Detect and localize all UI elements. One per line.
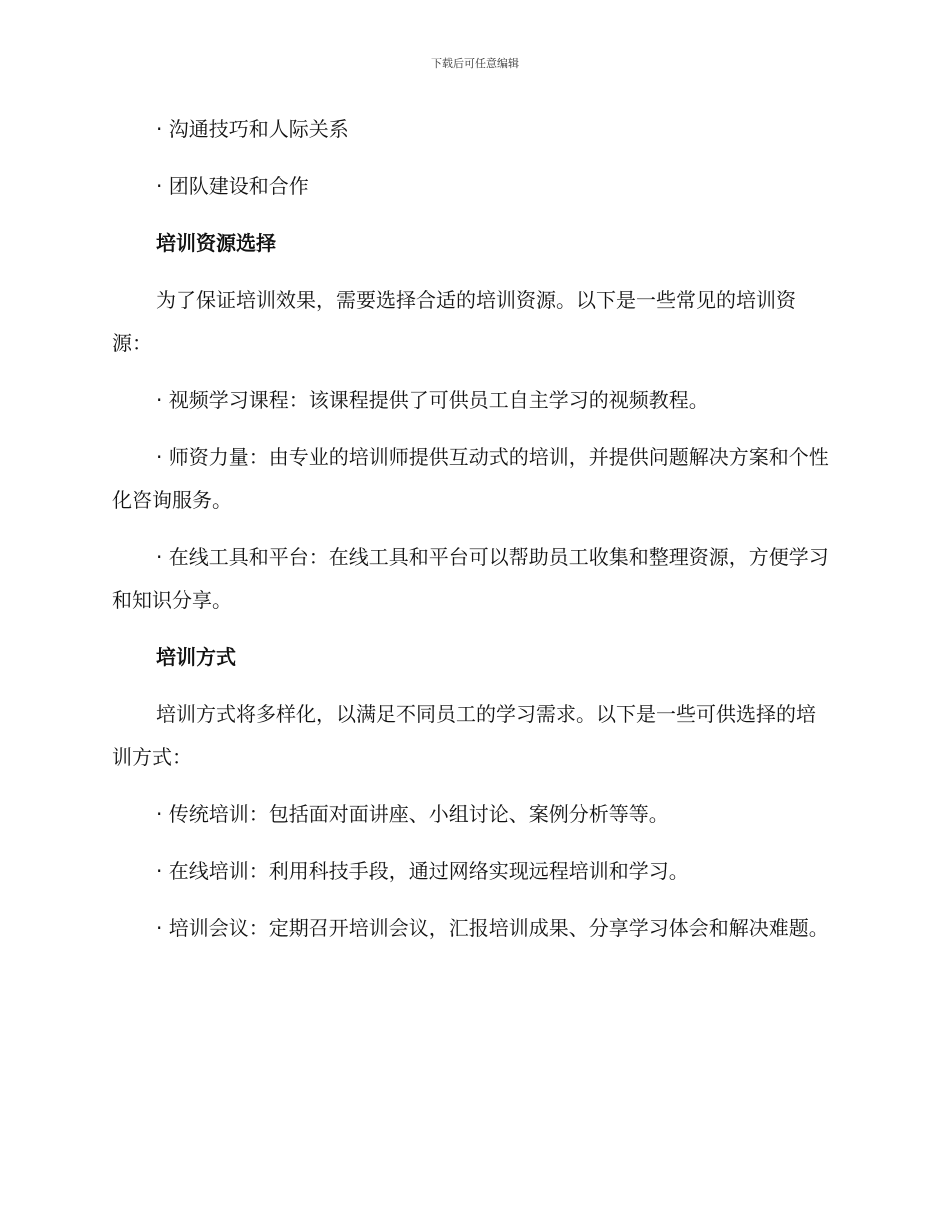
bullet-item: · 视频学习课程：该课程提供了可供员工自主学习的视频教程。 (156, 388, 709, 412)
bullet-item: · 沟通技巧和人际关系 (156, 117, 349, 141)
bullet-item: · 师资力量：由专业的培训师提供互动式的培训，并提供问题解决方案和个性化咨询服务。 (112, 445, 829, 512)
section-heading: 培训方式 (156, 645, 236, 669)
paragraph: 培训方式将多样化，以满足不同员工的学习需求。以下是一些可供选择的培训方式： (112, 702, 816, 769)
paragraph: 为了保证培训效果，需要选择合适的培训资源。以下是一些常见的培训资源： (112, 288, 796, 355)
page-header: 下载后可任意编辑 (431, 57, 519, 70)
bullet-item: · 传统培训：包括面对面讲座、小组讨论、案例分析等等。 (156, 802, 669, 826)
document-body (112, 108, 832, 964)
bullet-item: · 培训会议：定期召开培训会议，汇报培训成果、分享学习体会和解决难题。 (156, 916, 829, 940)
bullet-item: · 在线工具和平台：在线工具和平台可以帮助员工收集和整理资源，方便学习和知识分享。 (112, 545, 829, 612)
bullet-item: · 在线培训：利用科技手段，通过网络实现远程培训和学习。 (156, 859, 689, 883)
section-heading: 培训资源选择 (156, 231, 276, 255)
bullet-item: · 团队建设和合作 (156, 174, 309, 198)
